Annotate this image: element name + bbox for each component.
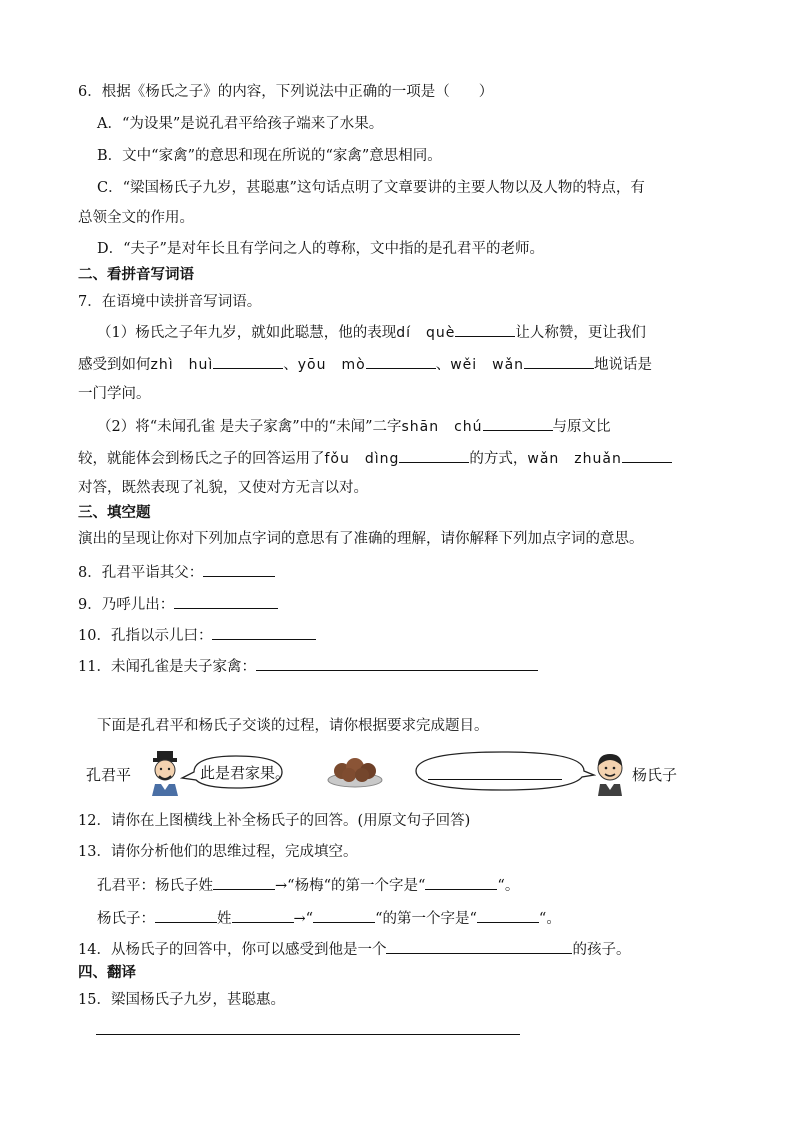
q7-part1-line2: 感受到如何zhì huì 、yōu mò 、wěi wǎn 地说话是 bbox=[78, 353, 652, 375]
yang-son-answer-blank[interactable] bbox=[428, 779, 562, 780]
q13-row1: 孔君平：杨氏子姓 →“杨梅“的第一个字是“ “。 bbox=[97, 874, 519, 896]
arrow-icon: → bbox=[275, 878, 288, 894]
pinyin-shanchu: shān chú bbox=[401, 419, 483, 435]
pinyin-dique: dí què bbox=[396, 325, 456, 341]
q15-answer-line[interactable] bbox=[96, 1034, 520, 1035]
q11: 11．未闻孔雀是夫子家禽： bbox=[78, 655, 538, 677]
answer-blank[interactable] bbox=[232, 907, 294, 923]
q6-option-b: B．文中“家禽”的意思和现在所说的“家禽”意思相同。 bbox=[97, 148, 442, 164]
dialog-intro: 下面是孔君平和杨氏子交谈的过程，请你根据要求完成题目。 bbox=[97, 718, 489, 734]
section-3-intro: 演出的呈现让你对下列加点字词的意思有了准确的理解，请你解释下列加点字词的意思。 bbox=[78, 531, 644, 547]
q6-option-d: D．“夫子”是对年长且有学问之人的尊称，文中指的是孔君平的老师。 bbox=[97, 241, 544, 257]
kong-junping-speech: 此是君家果。 bbox=[200, 764, 291, 782]
q7-part2-line3: 对答，既然表现了礼貌，又使对方无言以对。 bbox=[78, 480, 368, 496]
q7-part2-line1: （2）将“未闻孔雀 是夫子家禽”中的“未闻”二字shān chú 与原文比 bbox=[97, 415, 611, 437]
q7-part1-line3: 一门学问。 bbox=[78, 386, 151, 402]
yang-son-avatar bbox=[592, 752, 628, 796]
answer-blank[interactable] bbox=[386, 938, 572, 954]
kong-junping-label: 孔君平 bbox=[86, 766, 132, 784]
bayberry-plate-icon bbox=[326, 748, 384, 790]
q7-part2-line2: 较，就能体会到杨氏之子的回答运用了fǒu dìng 的方式，wǎn zhuǎn bbox=[78, 447, 672, 469]
q6-option-a: A．“为设果”是说孔君平给孩子端来了水果。 bbox=[97, 116, 384, 132]
pinyin-weiwan: wěi wǎn bbox=[450, 357, 525, 373]
pinyin-fouding: fǒu dìng bbox=[324, 451, 400, 467]
q15: 15．梁国杨氏子九岁，甚聪惠。 bbox=[78, 992, 285, 1008]
q6-option-c-line2: 总领全文的作用。 bbox=[78, 210, 194, 226]
section-2-title: 二、看拼音写词语 bbox=[78, 267, 194, 283]
answer-blank[interactable] bbox=[313, 907, 375, 923]
answer-blank[interactable] bbox=[524, 353, 594, 369]
arrow-icon: → bbox=[293, 911, 306, 927]
answer-blank[interactable] bbox=[213, 874, 275, 890]
answer-blank[interactable] bbox=[256, 655, 538, 671]
q7-stem: 7．在语境中读拼音写词语。 bbox=[78, 294, 262, 310]
q7-part1-line1: （1）杨氏之子年九岁，就如此聪慧，他的表现dí què 让人称赞，更让我们 bbox=[97, 321, 646, 343]
q14: 14．从杨氏子的回答中，你可以感受到他是一个 的孩子。 bbox=[78, 938, 630, 960]
answer-blank[interactable] bbox=[366, 353, 436, 369]
section-4-title: 四、翻译 bbox=[78, 965, 136, 981]
answer-blank[interactable] bbox=[212, 624, 316, 640]
answer-blank[interactable] bbox=[399, 447, 469, 463]
answer-blank[interactable] bbox=[455, 321, 515, 337]
q13-stem: 13．请你分析他们的思维过程，完成填空。 bbox=[78, 844, 358, 860]
q8: 8．孔君平诣其父： bbox=[78, 561, 275, 583]
q9: 9．乃呼儿出： bbox=[78, 593, 278, 615]
yang-son-label: 杨氏子 bbox=[632, 766, 678, 784]
answer-blank[interactable] bbox=[203, 561, 275, 577]
q13-row2: 杨氏子： 姓 →“ “的第一个字是“ “。 bbox=[97, 907, 561, 929]
section-3-title: 三、填空题 bbox=[78, 505, 151, 521]
answer-blank[interactable] bbox=[213, 353, 283, 369]
answer-blank[interactable] bbox=[155, 907, 217, 923]
q6-option-c-line1: C．“梁国杨氏子九岁，甚聪惠”这句话点明了文章要讲的主要人物以及人物的特点，有 bbox=[97, 180, 645, 196]
q12: 12．请你在上图横线上补全杨氏子的回答。(用原文句子回答) bbox=[78, 813, 471, 829]
answer-blank[interactable] bbox=[174, 593, 278, 609]
answer-blank[interactable] bbox=[622, 447, 672, 463]
q6-stem: 6．根据《杨氏之子》的内容，下列说法中正确的一项是（ ） bbox=[78, 84, 494, 100]
pinyin-wanzhuan: wǎn zhuǎn bbox=[527, 451, 622, 467]
pinyin-youmo: yōu mò bbox=[297, 357, 366, 373]
answer-blank[interactable] bbox=[425, 874, 497, 890]
q10: 10．孔指以示儿曰： bbox=[78, 624, 316, 646]
answer-blank[interactable] bbox=[477, 907, 539, 923]
pinyin-zhihui: zhì huì bbox=[150, 357, 214, 373]
answer-blank[interactable] bbox=[483, 415, 553, 431]
yang-son-speech-bubble bbox=[410, 749, 596, 793]
